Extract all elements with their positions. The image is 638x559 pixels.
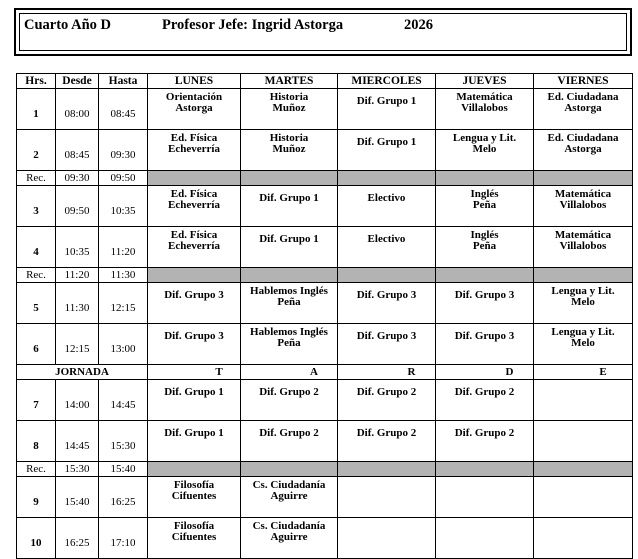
subject-name [436,477,533,484]
teacher-name: Villalobos [559,199,607,211]
subject-name: Cs. Ciudadanía [252,520,326,532]
class-cell [436,518,534,559]
end-time: 13:00 [99,324,148,365]
period-row [17,130,633,171]
class-cell [241,227,338,268]
class-cell [338,283,436,324]
col-lunes: LUNES [148,74,241,89]
subject-name: Dif. Grupo 3 [356,330,417,342]
subject-name: Ed. Ciudadana [547,132,619,144]
class-cell [338,89,436,130]
subject-name: Electivo [367,192,406,204]
class-cell [148,283,241,324]
col-martes: MARTES [241,74,338,89]
jornada-label: JORNADA [17,365,148,380]
start-time: 16:25 [56,518,99,559]
class-cell [436,421,534,462]
subject-name: Dif. Grupo 1 [259,192,319,204]
head-teacher: Profesor Jefe: Ingrid Astorga [162,17,344,33]
end-time: 09:30 [99,130,148,171]
end-time: 15:40 [99,462,148,477]
subject-name: Lengua y Lit. [452,132,517,144]
period-row [17,477,633,518]
class-cell [436,186,534,227]
recess-cell [436,462,534,477]
teacher-name: Cifuentes [171,531,217,543]
end-time: 09:50 [99,171,148,186]
class-cell [534,324,633,365]
recess-cell [338,268,436,283]
subject-name [534,518,632,525]
teacher-name: Peña [472,199,497,211]
recess-cell [338,171,436,186]
subject-name: Dif. Grupo 1 [259,233,319,245]
period-number: 1 [17,89,56,130]
teacher-name: Muñoz [272,143,306,155]
teacher-name: Aguirre [270,531,308,543]
recess-cell [148,171,241,186]
start-time: 09:30 [56,171,99,186]
subject-name: Dif. Grupo 1 [164,427,224,439]
column-header-row [17,74,633,89]
period-row [17,380,633,421]
subject-name: Dif. Grupo 2 [454,386,515,398]
subject-name: Ed. Física [170,188,218,200]
subject-name [534,477,632,484]
start-time: 11:30 [56,283,99,324]
recess-cell [241,462,338,477]
period-row [17,421,633,462]
period-number: 8 [17,421,56,462]
subject-name: Dif. Grupo 2 [454,427,515,439]
class-cell [338,186,436,227]
subject-name: Lengua y Lit. [551,285,615,297]
end-time: 11:20 [99,227,148,268]
jornada-letter: A [241,365,338,380]
subject-name [338,518,435,525]
recess-cell [534,462,633,477]
teacher-name: Peña [472,240,497,252]
class-cell [148,477,241,518]
subject-name: Dif. Grupo 1 [164,386,224,398]
class-cell [148,518,241,559]
class-cell [436,477,534,518]
class-cell [534,380,633,421]
subject-name: Matemática [456,91,513,103]
subject-name [338,477,435,484]
recess-cell [534,171,633,186]
col-hasta: Hasta [99,74,148,89]
jornada-letter: T [148,365,241,380]
teacher-name: Villalobos [559,240,607,252]
teacher-name: Muñoz [272,102,306,114]
class-cell [241,380,338,421]
class-cell [534,518,633,559]
end-time: 14:45 [99,380,148,421]
class-cell [148,324,241,365]
recess-cell [148,268,241,283]
subject-name: Cs. Ciudadanía [252,479,326,491]
period-number: Rec. [17,462,56,477]
subject-name: Historia [269,132,309,144]
subject-name: Dif. Grupo 1 [356,136,417,148]
class-cell [338,421,436,462]
teacher-name: Cifuentes [171,490,217,502]
end-time: 15:30 [99,421,148,462]
period-number: 10 [17,518,56,559]
subject-name: Dif. Grupo 3 [356,289,417,301]
start-time: 14:00 [56,380,99,421]
period-number: 7 [17,380,56,421]
class-cell [436,89,534,130]
subject-name [534,421,632,428]
subject-name: Dif. Grupo 3 [164,330,224,342]
course-title: Cuarto Año D [24,17,112,33]
teacher-name: Echeverría [168,143,220,155]
recess-cell [436,171,534,186]
start-time: 11:20 [56,268,99,283]
subject-name: Matemática [554,188,612,200]
class-cell [534,89,633,130]
jornada-letter: R [338,365,436,380]
recess-cell [436,268,534,283]
period-number: Rec. [17,268,56,283]
class-cell [148,130,241,171]
teacher-name: Villalobos [461,102,508,114]
teacher-name: Melo [571,296,595,308]
subject-name: Dif. Grupo 2 [259,386,319,398]
teacher-name: Peña [277,296,301,308]
period-row [17,518,633,559]
class-cell [534,130,633,171]
class-cell [241,324,338,365]
col-desde: Desde [56,74,99,89]
period-row [17,227,633,268]
teacher-name: Astorga [564,143,602,155]
class-cell [338,477,436,518]
col-jueves: JUEVES [436,74,534,89]
subject-name: Ed. Física [170,229,218,241]
class-cell [338,324,436,365]
subject-name: Dif. Grupo 3 [164,289,224,301]
class-cell [241,283,338,324]
subject-name: Matemática [554,229,612,241]
subject-name: Inglés [470,188,499,200]
period-number: 4 [17,227,56,268]
subject-name: Dif. Grupo 3 [454,289,515,301]
subject-name: Dif. Grupo 1 [356,95,417,107]
school-year: 2026 [404,17,433,33]
subject-name: Filosofía [173,479,215,491]
end-time: 17:10 [99,518,148,559]
recess-row [17,462,633,477]
subject-name: Ed. Física [170,132,218,144]
class-cell [436,324,534,365]
start-time: 15:40 [56,477,99,518]
schedule-table [16,73,633,559]
subject-name: Dif. Grupo 2 [356,427,417,439]
recess-cell [241,268,338,283]
subject-name: Lengua y Lit. [551,326,615,338]
period-number: 6 [17,324,56,365]
class-cell [436,227,534,268]
jornada-tarde-row [17,365,633,380]
class-cell [338,380,436,421]
teacher-name: Astorga [564,102,602,114]
subject-name: Ed. Ciudadana [547,91,619,103]
class-cell [534,186,633,227]
class-cell [148,421,241,462]
class-cell [148,89,241,130]
col-hrs: Hrs. [17,74,56,89]
recess-row [17,268,633,283]
period-row [17,186,633,227]
start-time: 15:30 [56,462,99,477]
class-cell [338,518,436,559]
class-cell [148,186,241,227]
start-time: 14:45 [56,421,99,462]
end-time: 10:35 [99,186,148,227]
teacher-name: Aguirre [270,490,308,502]
class-cell [148,380,241,421]
recess-cell [241,171,338,186]
end-time: 11:30 [99,268,148,283]
class-cell [148,227,241,268]
class-cell [534,477,633,518]
end-time: 16:25 [99,477,148,518]
period-number: 9 [17,477,56,518]
recess-row [17,171,633,186]
subject-name: Hablemos Inglés [250,326,328,338]
jornada-letter: D [436,365,534,380]
start-time: 08:00 [56,89,99,130]
subject-name: Dif. Grupo 3 [454,330,515,342]
class-cell [534,227,633,268]
jornada-letter: E [534,365,633,380]
period-row [17,283,633,324]
period-row [17,324,633,365]
subject-name: Dif. Grupo 2 [259,427,319,439]
end-time: 08:45 [99,89,148,130]
teacher-name: Astorga [175,102,213,114]
end-time: 12:15 [99,283,148,324]
header-box [14,8,632,56]
teacher-name: Melo [472,143,497,155]
class-cell [241,421,338,462]
subject-name: Hablemos Inglés [250,285,328,297]
class-cell [241,130,338,171]
subject-name [534,380,632,387]
start-time: 08:45 [56,130,99,171]
class-cell [436,130,534,171]
class-cell [436,380,534,421]
class-cell [241,477,338,518]
subject-name: Orientación [165,91,223,103]
subject-name: Historia [269,91,309,103]
class-cell [338,130,436,171]
teacher-name: Echeverría [168,240,220,252]
period-number: 2 [17,130,56,171]
teacher-name: Melo [571,337,595,349]
subject-name: Dif. Grupo 2 [356,386,417,398]
subject-name: Inglés [470,229,499,241]
subject-name: Filosofía [173,520,215,532]
class-cell [338,227,436,268]
period-row [17,89,633,130]
class-cell [534,421,633,462]
start-time: 09:50 [56,186,99,227]
period-number: Rec. [17,171,56,186]
col-viernes: VIERNES [534,74,633,89]
col-miercoles: MIERCOLES [338,74,436,89]
start-time: 10:35 [56,227,99,268]
recess-cell [148,462,241,477]
start-time: 12:15 [56,324,99,365]
class-cell [534,283,633,324]
recess-cell [338,462,436,477]
subject-name: Electivo [367,233,406,245]
subject-name [436,518,533,525]
period-number: 3 [17,186,56,227]
class-cell [436,283,534,324]
class-cell [241,518,338,559]
class-cell [241,186,338,227]
teacher-name: Echeverría [168,199,220,211]
class-cell [241,89,338,130]
recess-cell [534,268,633,283]
teacher-name: Peña [277,337,301,349]
period-number: 5 [17,283,56,324]
